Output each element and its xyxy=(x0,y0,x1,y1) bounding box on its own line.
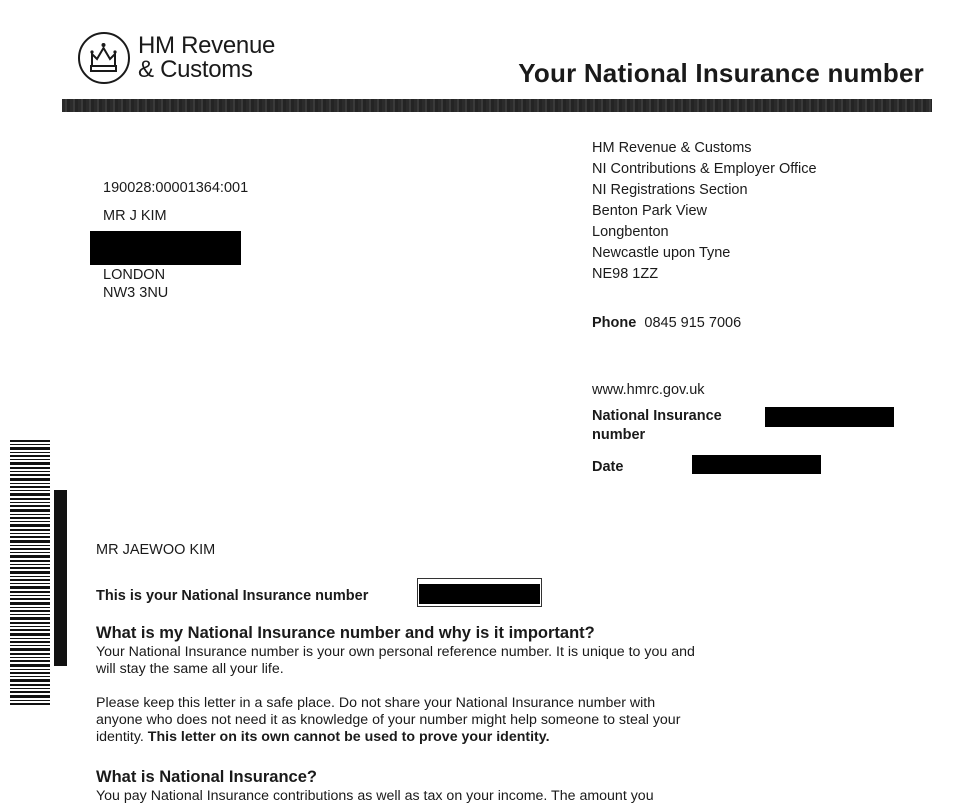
sender-line: Longbenton xyxy=(592,224,669,240)
greeting: MR JAEWOO KIM xyxy=(96,542,216,558)
date-label: Date xyxy=(592,459,624,475)
redacted-ni-number-body xyxy=(419,584,540,604)
recipient-city: LONDON xyxy=(103,267,166,283)
recipient-postcode: NW3 3NU xyxy=(103,285,169,301)
paragraph-line: Your National Insurance number is your own personal reference number. It is unique to you and xyxy=(96,644,695,660)
sender-line: NI Registrations Section xyxy=(592,182,748,198)
identity-text: identity. xyxy=(96,729,144,745)
redacted-ni-number xyxy=(765,407,894,427)
sender-line: NE98 1ZZ xyxy=(592,266,659,282)
website: www.hmrc.gov.uk xyxy=(592,382,705,398)
paragraph-line: will stay the same all your life. xyxy=(96,661,284,677)
paragraph-ni-reference xyxy=(96,644,816,678)
paragraph-line-mixed xyxy=(96,729,816,746)
ni-statement: This is your National Insurance number xyxy=(96,588,369,604)
sender-address xyxy=(592,138,922,298)
paragraph-line: Please keep this letter in a safe place. Do not share your National Insurance number with xyxy=(96,695,656,711)
document-title: Your National Insurance number xyxy=(518,58,924,88)
ni-label-line2: number xyxy=(592,427,646,443)
paragraph-line: anyone who does not need it as knowledge of your number might help someone to steal your xyxy=(96,712,681,728)
sender-line: NI Contributions & Employer Office xyxy=(592,161,817,177)
phone-label: Phone xyxy=(592,315,637,331)
sender-line: Benton Park View xyxy=(592,203,707,219)
recipient-name: MR J KIM xyxy=(103,208,167,224)
identity-warning: This letter on its own cannot be used to prove your identity. xyxy=(147,729,550,745)
hmrc-logo xyxy=(78,30,308,90)
logo-text-line2: & Customs xyxy=(138,56,253,83)
header-divider-bar xyxy=(62,99,932,112)
phone-value: 0845 915 7006 xyxy=(644,315,742,331)
postal-barcode xyxy=(10,440,50,708)
logo-text-line1: HM Revenue xyxy=(138,32,276,59)
paragraph-keep-safe xyxy=(96,695,816,746)
margin-mark xyxy=(54,490,67,666)
redacted-address-block xyxy=(90,231,241,265)
paragraph-contributions: You pay National Insurance contributions as well as tax on your income. The amount you xyxy=(96,788,654,804)
phone-row xyxy=(592,313,741,334)
heading-what-is-ni: What is National Insurance? xyxy=(96,768,317,786)
reference-number: 190028:00001364:001 xyxy=(103,180,249,196)
redacted-date xyxy=(692,455,821,474)
crown-crest-icon xyxy=(78,32,130,84)
heading-ni-importance: What is my National Insurance number and why is it important? xyxy=(96,624,595,642)
sender-line: Newcastle upon Tyne xyxy=(592,245,731,261)
ni-label-line1: National Insurance xyxy=(592,408,722,424)
ni-number-box xyxy=(417,578,542,607)
sender-line: HM Revenue & Customs xyxy=(592,140,752,156)
